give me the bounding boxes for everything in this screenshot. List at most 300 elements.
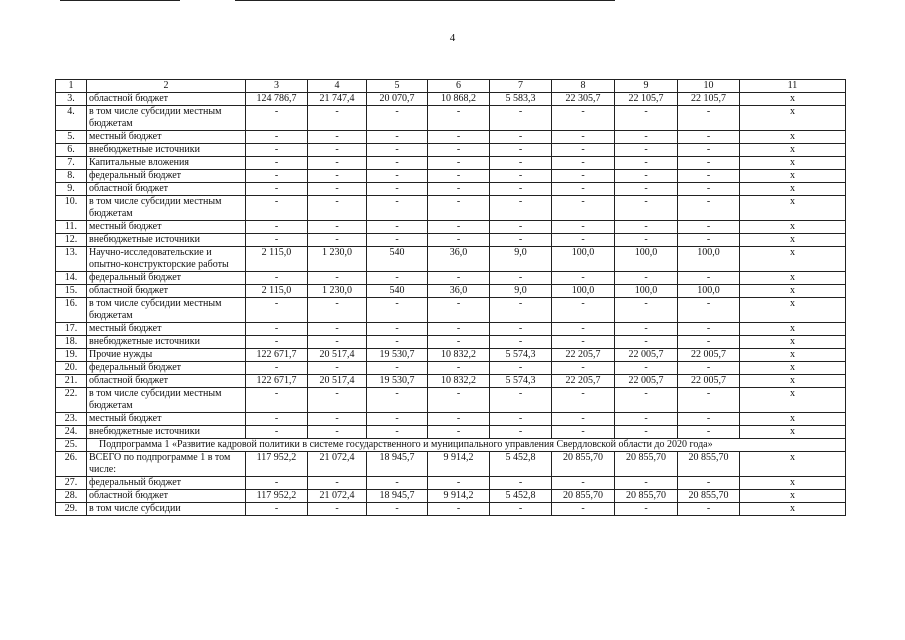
value-cell: - xyxy=(678,426,740,439)
value-cell: - xyxy=(490,388,552,413)
value-cell: - xyxy=(490,272,552,285)
row-label: Капитальные вложения xyxy=(87,157,246,170)
row-number: 15. xyxy=(56,285,87,298)
value-cell: - xyxy=(490,413,552,426)
row-number: 6. xyxy=(56,144,87,157)
value-cell: 36,0 xyxy=(428,285,490,298)
value-cell: - xyxy=(552,477,615,490)
value-cell: - xyxy=(678,413,740,426)
value-cell: x xyxy=(740,144,846,157)
value-cell: - xyxy=(552,388,615,413)
value-cell: 100,0 xyxy=(552,285,615,298)
value-cell: - xyxy=(246,413,308,426)
value-cell: x xyxy=(740,196,846,221)
value-cell: 22 105,7 xyxy=(615,93,678,106)
value-cell: 2 115,0 xyxy=(246,247,308,272)
value-cell: - xyxy=(552,503,615,516)
row-label: областной бюджет xyxy=(87,285,246,298)
table-row xyxy=(56,272,846,285)
value-cell: 5 452,8 xyxy=(490,452,552,477)
value-cell: 21 072,4 xyxy=(308,490,367,503)
value-cell: - xyxy=(367,503,428,516)
value-cell: - xyxy=(552,426,615,439)
value-cell: - xyxy=(246,336,308,349)
value-cell: - xyxy=(246,170,308,183)
value-cell: - xyxy=(428,413,490,426)
value-cell: - xyxy=(367,298,428,323)
value-cell: - xyxy=(367,183,428,196)
value-cell: 9,0 xyxy=(490,285,552,298)
value-cell: x xyxy=(740,477,846,490)
value-cell: - xyxy=(490,477,552,490)
table-row xyxy=(56,93,846,106)
table-row xyxy=(56,503,846,516)
row-label: в том числе субсидии xyxy=(87,503,246,516)
column-header-2: 2 xyxy=(87,80,246,93)
row-number: 10. xyxy=(56,196,87,221)
value-cell: - xyxy=(490,144,552,157)
row-number: 23. xyxy=(56,413,87,426)
table-row xyxy=(56,131,846,144)
value-cell: - xyxy=(552,323,615,336)
value-cell: x xyxy=(740,375,846,388)
value-cell: - xyxy=(308,503,367,516)
table-row xyxy=(56,413,846,426)
table-row xyxy=(56,323,846,336)
value-cell: - xyxy=(246,183,308,196)
value-cell: x xyxy=(740,272,846,285)
row-number: 24. xyxy=(56,426,87,439)
row-number: 5. xyxy=(56,131,87,144)
value-cell: - xyxy=(615,426,678,439)
value-cell: x xyxy=(740,183,846,196)
value-cell: 5 583,3 xyxy=(490,93,552,106)
value-cell: 22 005,7 xyxy=(678,349,740,362)
value-cell: - xyxy=(490,131,552,144)
value-cell: - xyxy=(552,336,615,349)
value-cell: - xyxy=(490,183,552,196)
value-cell: x xyxy=(740,298,846,323)
value-cell: 18 945,7 xyxy=(367,452,428,477)
value-cell: x xyxy=(740,503,846,516)
column-header-11: 11 xyxy=(740,80,846,93)
value-cell: - xyxy=(552,362,615,375)
value-cell: 22 205,7 xyxy=(552,375,615,388)
row-number: 26. xyxy=(56,452,87,477)
value-cell: - xyxy=(678,234,740,247)
value-cell: - xyxy=(308,298,367,323)
row-number: 25. xyxy=(56,439,87,452)
row-number: 22. xyxy=(56,388,87,413)
scan-top-line-right xyxy=(235,0,615,1)
table-row xyxy=(56,388,846,413)
value-cell: - xyxy=(246,362,308,375)
value-cell: 100,0 xyxy=(678,247,740,272)
value-cell: x xyxy=(740,336,846,349)
value-cell: - xyxy=(308,362,367,375)
row-label: внебюджетные источники xyxy=(87,234,246,247)
row-number: 14. xyxy=(56,272,87,285)
table-row xyxy=(56,362,846,375)
value-cell: - xyxy=(552,196,615,221)
value-cell: 122 671,7 xyxy=(246,349,308,362)
column-header-5: 5 xyxy=(367,80,428,93)
row-number: 11. xyxy=(56,221,87,234)
value-cell: - xyxy=(490,196,552,221)
value-cell: - xyxy=(367,336,428,349)
value-cell: - xyxy=(428,272,490,285)
value-cell: 117 952,2 xyxy=(246,490,308,503)
column-header-10: 10 xyxy=(678,80,740,93)
row-number: 21. xyxy=(56,375,87,388)
value-cell: - xyxy=(428,426,490,439)
value-cell: - xyxy=(615,503,678,516)
value-cell: - xyxy=(367,323,428,336)
value-cell: - xyxy=(428,183,490,196)
row-label: Научно-исследовательские и опытно-конструкторские работы xyxy=(87,247,246,272)
value-cell: 19 530,7 xyxy=(367,375,428,388)
row-label: в том числе субсидии местным бюджетам xyxy=(87,298,246,323)
value-cell: - xyxy=(615,196,678,221)
value-cell: x xyxy=(740,349,846,362)
value-cell: - xyxy=(246,234,308,247)
value-cell: - xyxy=(308,106,367,131)
value-cell: - xyxy=(615,477,678,490)
value-cell: 20 855,70 xyxy=(552,452,615,477)
row-label: федеральный бюджет xyxy=(87,272,246,285)
table-row xyxy=(56,477,846,490)
value-cell: 36,0 xyxy=(428,247,490,272)
value-cell: - xyxy=(678,196,740,221)
value-cell: - xyxy=(490,362,552,375)
value-cell: - xyxy=(308,323,367,336)
value-cell: x xyxy=(740,362,846,375)
value-cell: - xyxy=(615,272,678,285)
value-cell: - xyxy=(678,298,740,323)
value-cell: - xyxy=(367,362,428,375)
column-header-8: 8 xyxy=(552,80,615,93)
table-row xyxy=(56,439,846,452)
row-number: 18. xyxy=(56,336,87,349)
value-cell: - xyxy=(428,323,490,336)
value-cell: - xyxy=(246,157,308,170)
value-cell: - xyxy=(552,234,615,247)
value-cell: - xyxy=(615,170,678,183)
value-cell: - xyxy=(678,477,740,490)
value-cell: - xyxy=(678,221,740,234)
value-cell: - xyxy=(678,362,740,375)
value-cell: - xyxy=(367,426,428,439)
table-row xyxy=(56,247,846,272)
value-cell: - xyxy=(552,170,615,183)
value-cell: - xyxy=(308,170,367,183)
value-cell: - xyxy=(678,106,740,131)
value-cell: 1 230,0 xyxy=(308,285,367,298)
value-cell: - xyxy=(552,106,615,131)
value-cell: 9 914,2 xyxy=(428,490,490,503)
value-cell: - xyxy=(308,336,367,349)
value-cell: - xyxy=(615,323,678,336)
value-cell: x xyxy=(740,426,846,439)
value-cell: - xyxy=(246,272,308,285)
table-row xyxy=(56,106,846,131)
value-cell: x xyxy=(740,106,846,131)
value-cell: - xyxy=(615,413,678,426)
value-cell: - xyxy=(428,170,490,183)
value-cell: - xyxy=(428,503,490,516)
value-cell: - xyxy=(552,221,615,234)
value-cell: - xyxy=(428,144,490,157)
value-cell: - xyxy=(308,388,367,413)
value-cell: - xyxy=(428,388,490,413)
value-cell: - xyxy=(552,157,615,170)
value-cell: x xyxy=(740,247,846,272)
value-cell: 19 530,7 xyxy=(367,349,428,362)
row-label: федеральный бюджет xyxy=(87,170,246,183)
value-cell: - xyxy=(615,106,678,131)
value-cell: x xyxy=(740,452,846,477)
value-cell: 1 230,0 xyxy=(308,247,367,272)
table-row xyxy=(56,336,846,349)
value-cell: - xyxy=(367,413,428,426)
value-cell: - xyxy=(246,221,308,234)
row-label: местный бюджет xyxy=(87,323,246,336)
value-cell: x xyxy=(740,490,846,503)
row-label: в том числе субсидии местным бюджетам xyxy=(87,196,246,221)
value-cell: - xyxy=(246,106,308,131)
row-label: Прочие нужды xyxy=(87,349,246,362)
value-cell: 22 105,7 xyxy=(678,93,740,106)
value-cell: - xyxy=(678,131,740,144)
value-cell: 9,0 xyxy=(490,247,552,272)
value-cell: - xyxy=(490,336,552,349)
value-cell: 10 868,2 xyxy=(428,93,490,106)
value-cell: - xyxy=(246,323,308,336)
value-cell: - xyxy=(678,144,740,157)
row-label: внебюджетные источники xyxy=(87,144,246,157)
row-number: 12. xyxy=(56,234,87,247)
value-cell: - xyxy=(615,144,678,157)
page-number: 4 xyxy=(449,32,456,44)
row-number: 3. xyxy=(56,93,87,106)
value-cell: x xyxy=(740,131,846,144)
row-number: 27. xyxy=(56,477,87,490)
row-number: 29. xyxy=(56,503,87,516)
value-cell: - xyxy=(490,106,552,131)
value-cell: 124 786,7 xyxy=(246,93,308,106)
value-cell: - xyxy=(552,183,615,196)
value-cell: - xyxy=(428,234,490,247)
value-cell: 2 115,0 xyxy=(246,285,308,298)
table-row xyxy=(56,490,846,503)
row-number: 19. xyxy=(56,349,87,362)
value-cell: - xyxy=(428,196,490,221)
value-cell: - xyxy=(678,170,740,183)
value-cell: - xyxy=(552,413,615,426)
table-row xyxy=(56,349,846,362)
value-cell: - xyxy=(615,183,678,196)
value-cell: - xyxy=(428,336,490,349)
column-header-4: 4 xyxy=(308,80,367,93)
value-cell: x xyxy=(740,323,846,336)
value-cell: 10 832,2 xyxy=(428,349,490,362)
value-cell: - xyxy=(308,234,367,247)
table-row xyxy=(56,144,846,157)
value-cell: - xyxy=(615,362,678,375)
value-cell: - xyxy=(552,298,615,323)
value-cell: - xyxy=(246,477,308,490)
row-number: 4. xyxy=(56,106,87,131)
value-cell: 10 832,2 xyxy=(428,375,490,388)
value-cell: - xyxy=(308,426,367,439)
header-row xyxy=(56,80,846,93)
value-cell: - xyxy=(678,157,740,170)
value-cell: - xyxy=(552,131,615,144)
value-cell: - xyxy=(615,221,678,234)
table-row xyxy=(56,157,846,170)
value-cell: - xyxy=(367,131,428,144)
value-cell: 100,0 xyxy=(678,285,740,298)
value-cell: 20 855,70 xyxy=(615,452,678,477)
row-label: областной бюджет xyxy=(87,183,246,196)
value-cell: x xyxy=(740,170,846,183)
value-cell: - xyxy=(308,413,367,426)
row-label: в том числе субсидии местным бюджетам xyxy=(87,388,246,413)
row-label: местный бюджет xyxy=(87,221,246,234)
value-cell: - xyxy=(367,170,428,183)
value-cell: 20 517,4 xyxy=(308,375,367,388)
column-header-7: 7 xyxy=(490,80,552,93)
budget-table xyxy=(55,79,846,516)
value-cell: - xyxy=(246,503,308,516)
value-cell: - xyxy=(428,221,490,234)
value-cell: 21 072,4 xyxy=(308,452,367,477)
value-cell: - xyxy=(552,144,615,157)
value-cell: - xyxy=(308,157,367,170)
row-label: федеральный бюджет xyxy=(87,362,246,375)
value-cell: 5 574,3 xyxy=(490,375,552,388)
table-body xyxy=(56,93,846,516)
value-cell: - xyxy=(615,336,678,349)
value-cell: x xyxy=(740,157,846,170)
row-number: 7. xyxy=(56,157,87,170)
column-header-3: 3 xyxy=(246,80,308,93)
table-row xyxy=(56,375,846,388)
value-cell: - xyxy=(428,362,490,375)
row-label: местный бюджет xyxy=(87,413,246,426)
value-cell: - xyxy=(367,272,428,285)
value-cell: 20 517,4 xyxy=(308,349,367,362)
value-cell: - xyxy=(428,106,490,131)
table-row xyxy=(56,234,846,247)
value-cell: - xyxy=(490,323,552,336)
subprogram-title: Подпрограмма 1 «Развитие кадровой политики в системе государственного и муниципального управления Свердловской области до 2020 года» xyxy=(87,439,846,452)
value-cell: x xyxy=(740,93,846,106)
value-cell: - xyxy=(428,157,490,170)
value-cell: - xyxy=(490,170,552,183)
value-cell: - xyxy=(615,131,678,144)
value-cell: 20 855,70 xyxy=(678,490,740,503)
value-cell: - xyxy=(490,157,552,170)
table-row xyxy=(56,170,846,183)
value-cell: 117 952,2 xyxy=(246,452,308,477)
value-cell: 20 855,70 xyxy=(678,452,740,477)
value-cell: - xyxy=(308,144,367,157)
value-cell: - xyxy=(367,196,428,221)
value-cell: 540 xyxy=(367,247,428,272)
value-cell: - xyxy=(246,426,308,439)
row-label: внебюджетные источники xyxy=(87,426,246,439)
row-label: областной бюджет xyxy=(87,375,246,388)
value-cell: - xyxy=(615,157,678,170)
value-cell: - xyxy=(678,336,740,349)
value-cell: 9 914,2 xyxy=(428,452,490,477)
value-cell: 5 452,8 xyxy=(490,490,552,503)
table-row xyxy=(56,298,846,323)
value-cell: - xyxy=(490,503,552,516)
value-cell: 22 005,7 xyxy=(678,375,740,388)
value-cell: - xyxy=(615,298,678,323)
value-cell: - xyxy=(308,477,367,490)
row-label: ВСЕГО по подпрограмме 1 в том числе: xyxy=(87,452,246,477)
value-cell: - xyxy=(367,144,428,157)
value-cell: - xyxy=(490,221,552,234)
value-cell: - xyxy=(308,131,367,144)
value-cell: 22 205,7 xyxy=(552,349,615,362)
value-cell: x xyxy=(740,388,846,413)
value-cell: - xyxy=(367,477,428,490)
row-number: 13. xyxy=(56,247,87,272)
value-cell: 22 005,7 xyxy=(615,375,678,388)
value-cell: - xyxy=(246,298,308,323)
value-cell: x xyxy=(740,234,846,247)
value-cell: 18 945,7 xyxy=(367,490,428,503)
value-cell: - xyxy=(367,157,428,170)
value-cell: - xyxy=(308,221,367,234)
table-row xyxy=(56,452,846,477)
value-cell: - xyxy=(428,131,490,144)
column-header-6: 6 xyxy=(428,80,490,93)
value-cell: - xyxy=(490,234,552,247)
value-cell: x xyxy=(740,285,846,298)
value-cell: 20 855,70 xyxy=(615,490,678,503)
column-header-1: 1 xyxy=(56,80,87,93)
value-cell: - xyxy=(678,272,740,285)
value-cell: - xyxy=(678,503,740,516)
row-label: внебюджетные источники xyxy=(87,336,246,349)
table-row xyxy=(56,196,846,221)
value-cell: 21 747,4 xyxy=(308,93,367,106)
table-row xyxy=(56,183,846,196)
row-number: 16. xyxy=(56,298,87,323)
value-cell: - xyxy=(428,477,490,490)
value-cell: 20 855,70 xyxy=(552,490,615,503)
row-label: федеральный бюджет xyxy=(87,477,246,490)
value-cell: - xyxy=(678,388,740,413)
value-cell: 22 005,7 xyxy=(615,349,678,362)
value-cell: x xyxy=(740,413,846,426)
row-label: местный бюджет xyxy=(87,131,246,144)
value-cell: 100,0 xyxy=(615,285,678,298)
value-cell: - xyxy=(367,234,428,247)
value-cell: 122 671,7 xyxy=(246,375,308,388)
value-cell: - xyxy=(246,388,308,413)
value-cell: - xyxy=(678,323,740,336)
value-cell: 22 305,7 xyxy=(552,93,615,106)
column-header-9: 9 xyxy=(615,80,678,93)
scan-top-line-left xyxy=(60,0,180,1)
value-cell: 540 xyxy=(367,285,428,298)
